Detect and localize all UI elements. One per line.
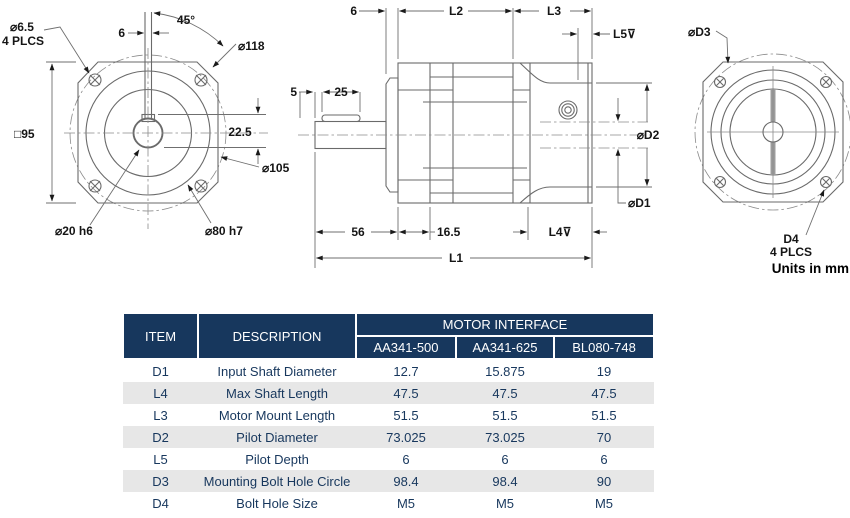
dim-d3: ⌀D3 <box>688 25 711 39</box>
value-cell: M5 <box>594 495 614 511</box>
value-cell: 15.875 <box>485 363 525 379</box>
value-cell: 19 <box>596 363 612 379</box>
dim-shaft-step: 5 <box>290 85 297 99</box>
col-header-item: ITEM <box>123 313 198 359</box>
table-row <box>123 404 654 426</box>
dim-l2: L2 <box>448 4 464 18</box>
dim-bolt-hole-plcs: 4 PLCS <box>2 34 45 48</box>
description-cell: Max Shaft Length <box>226 385 328 401</box>
value-cell: 47.5 <box>393 385 419 401</box>
item-cell: D2 <box>152 429 169 445</box>
dim-keyway-height: 22.5 <box>228 125 252 139</box>
item-cell: D4 <box>152 495 169 511</box>
dim-flange-thickness: 6 <box>350 4 357 18</box>
value-cell: 12.7 <box>393 363 419 379</box>
units-note: Units in mm <box>771 261 849 276</box>
motor-interface-table <box>122 312 655 514</box>
description-cell: Input Shaft Diameter <box>217 363 337 379</box>
socket-screw <box>559 101 577 119</box>
dim-front-section: 16.5 <box>437 225 461 239</box>
value-cell: 47.5 <box>492 385 518 401</box>
dim-d1: ⌀D1 <box>628 196 651 210</box>
dim-d2: ⌀D2 <box>636 128 660 142</box>
dim-keyway-width: 6 <box>118 26 125 40</box>
dim-shaft-length: 56 <box>351 225 365 239</box>
motor-cavity-bottom <box>520 187 592 203</box>
col-header-interface-3: BL080-748 <box>554 336 654 359</box>
table-row <box>123 359 654 382</box>
value-cell: M5 <box>396 495 416 511</box>
group-header-motor-interface: MOTOR INTERFACE <box>356 313 654 336</box>
value-cell: 73.025 <box>485 429 525 445</box>
col-header-interface-2: AA341-625 <box>456 336 554 359</box>
description-cell: Pilot Diameter <box>236 429 318 445</box>
col-header-interface-1: AA341-500 <box>356 336 456 359</box>
value-cell: 6 <box>402 451 410 467</box>
value-cell: 51.5 <box>591 407 617 423</box>
table-row <box>123 492 654 514</box>
description-cell: Pilot Depth <box>245 451 309 467</box>
description-cell: Bolt Hole Size <box>236 495 318 511</box>
value-cell: 51.5 <box>393 407 419 423</box>
dim-corner-angle: 45° <box>176 13 196 27</box>
dim-bolt-circle: ⌀105 <box>262 161 290 175</box>
table-row <box>123 470 654 492</box>
dim-l4: L4⊽ <box>548 225 572 239</box>
dim-l1: L1 <box>448 251 464 265</box>
item-cell: L5 <box>153 451 168 467</box>
value-cell: 98.4 <box>492 473 518 489</box>
dim-square-size: □95 <box>14 127 35 141</box>
value-cell: 73.025 <box>386 429 426 445</box>
table-row <box>123 426 654 448</box>
item-cell: D3 <box>152 473 169 489</box>
item-cell: D1 <box>152 363 169 379</box>
rear-view <box>688 25 850 276</box>
dim-bolt-hole-dia: ⌀6.5 <box>10 20 34 34</box>
value-cell: 98.4 <box>393 473 419 489</box>
description-cell: Motor Mount Length <box>218 407 336 423</box>
description-cell: Mounting Bolt Hole Circle <box>203 473 351 489</box>
dim-shaft-dia: ⌀20 h6 <box>55 224 93 238</box>
housing-body <box>398 63 592 203</box>
item-cell: L3 <box>153 407 168 423</box>
value-cell: 70 <box>596 429 612 445</box>
value-cell: M5 <box>495 495 515 511</box>
dim-l5: L5⊽ <box>613 27 636 41</box>
dim-d4: D4 <box>783 232 799 246</box>
side-view <box>290 4 659 268</box>
value-cell: 47.5 <box>591 385 617 401</box>
dim-key-length: 25 <box>334 85 348 99</box>
dim-l3: L3 <box>546 4 562 18</box>
dim-d4-plcs: 4 PLCS <box>769 245 813 259</box>
col-header-description: DESCRIPTION <box>198 313 356 359</box>
table-row <box>123 448 654 470</box>
item-cell: L4 <box>153 385 168 401</box>
value-cell: 51.5 <box>492 407 518 423</box>
table-row <box>123 382 654 404</box>
motor-cavity-top <box>520 63 592 83</box>
value-cell: 6 <box>501 451 509 467</box>
front-view <box>2 12 290 238</box>
value-cell: 90 <box>596 473 612 489</box>
dim-pilot-dia: ⌀80 h7 <box>205 224 243 238</box>
dim-corner-circle: ⌀118 <box>238 39 265 53</box>
shaft-key <box>322 115 360 122</box>
value-cell: 6 <box>600 451 608 467</box>
